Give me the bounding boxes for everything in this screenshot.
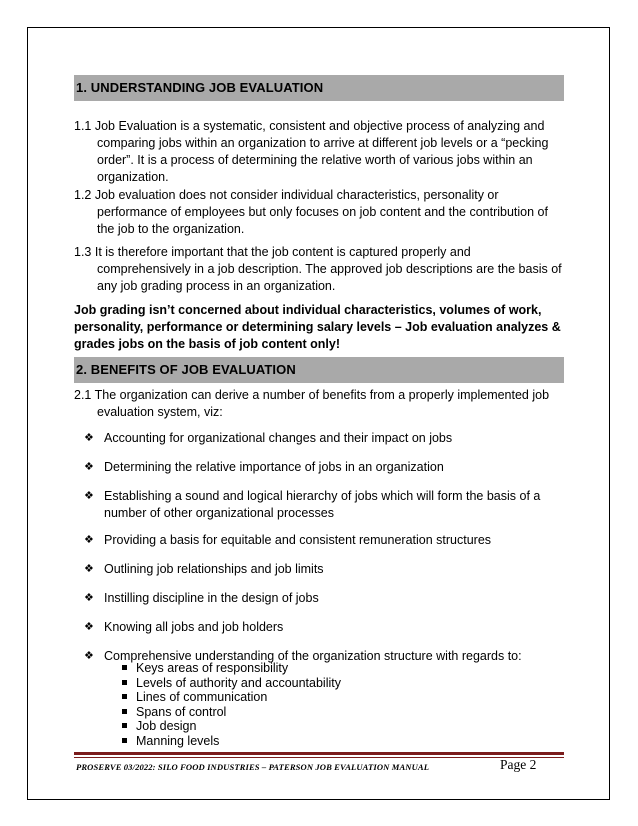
- paragraph-1-3: [74, 244, 568, 295]
- section-1-heading: 1. UNDERSTANDING JOB EVALUATION: [74, 75, 564, 101]
- benefit-text: Determining the relative importance of jobs in an organization: [104, 460, 444, 474]
- benefit-bullet: [84, 459, 554, 476]
- paragraph-1-3-first-line: 1.3 It is therefore important that the job content is captured properly and: [74, 245, 471, 259]
- paragraph-1-1-first-line: 1.1 Job Evaluation is a systematic, consistent and objective process of analyzing and: [74, 119, 545, 133]
- benefit-bullet: [84, 590, 554, 607]
- footer-document-title: PROSERVE 03/2022: SILO FOOD INDUSTRIES – PATERSON JOB EVALUATION MANUAL: [76, 762, 430, 772]
- sub-bullet-item: [122, 719, 196, 734]
- sub-bullet-text: Lines of communication: [136, 690, 268, 704]
- benefit-bullet: [84, 561, 554, 578]
- paragraph-2-1: [74, 387, 568, 421]
- benefit-text: Accounting for organizational changes and their impact on jobs: [104, 431, 453, 445]
- diamond-bullet-icon: ❖: [84, 621, 94, 633]
- sub-bullet-item: [122, 705, 226, 720]
- paragraph-1-1-continuation: comparing jobs within an organization to arrive at different job levels or a “pecking order”. It is a process of determining the relative worth of various jobs within an organization.: [97, 136, 549, 184]
- paragraph-2-1-first-line: 2.1 The organization can derive a number of benefits from a properly implemented job: [74, 388, 550, 402]
- footer-rule-thick: [74, 752, 564, 755]
- benefit-text: Providing a basis for equitable and consistent remuneration structures: [104, 533, 492, 547]
- square-bullet-icon: [122, 680, 127, 685]
- diamond-bullet-icon: ❖: [84, 650, 94, 662]
- benefit-bullet: [84, 488, 554, 522]
- paragraph-1-1: [74, 118, 568, 186]
- benefit-bullet: [84, 430, 554, 447]
- square-bullet-icon: [122, 694, 127, 699]
- paragraph-1-2-continuation: performance of employees but only focuses on job content and the contribution of the job to the organization.: [97, 205, 548, 236]
- benefit-text: Establishing a sound and logical hierarchy of jobs which will form the basis of a number of other organizational processes: [104, 489, 541, 520]
- diamond-bullet-icon: ❖: [84, 490, 94, 502]
- square-bullet-icon: [122, 738, 127, 743]
- section-2-heading: 2. BENEFITS OF JOB EVALUATION: [74, 357, 564, 383]
- diamond-bullet-icon: ❖: [84, 534, 94, 546]
- diamond-bullet-icon: ❖: [84, 592, 94, 604]
- diamond-bullet-icon: ❖: [84, 563, 94, 575]
- benefit-bullet: [84, 532, 554, 549]
- benefit-text: Comprehensive understanding of the organization structure with regards to:: [104, 649, 522, 663]
- sub-bullet-text: Manning levels: [136, 733, 220, 748]
- benefit-text: Instilling discipline in the design of jobs: [104, 591, 319, 605]
- sub-bullet-item: [122, 734, 219, 749]
- page-number: Page 2: [500, 757, 537, 772]
- sub-bullet-text: Levels of authority and accountability: [136, 675, 341, 690]
- benefit-text: Outlining job relationships and job limits: [104, 562, 324, 576]
- diamond-bullet-icon: ❖: [84, 461, 94, 473]
- sub-bullet-item: [122, 690, 267, 705]
- paragraph-1-2: [74, 187, 568, 238]
- sub-bullet-text: Keys areas of responsibility: [136, 661, 289, 675]
- job-grading-note: Job grading isn’t concerned about individual characteristics, volumes of work, personality, performance or determining salary levels – Job evaluation analyzes & grades jobs on the basis of job content only!: [74, 303, 561, 351]
- sub-bullet-text: Spans of control: [136, 704, 227, 719]
- paragraph-1-2-first-line: 1.2 Job evaluation does not consider individual characteristics, personality or: [74, 188, 499, 202]
- square-bullet-icon: [122, 665, 127, 670]
- diamond-bullet-icon: ❖: [84, 432, 94, 444]
- sub-bullet-item: [122, 676, 341, 691]
- square-bullet-icon: [122, 709, 127, 714]
- square-bullet-icon: [122, 723, 127, 728]
- sub-bullet-item: [122, 661, 288, 676]
- paragraph-1-3-continuation: comprehensively in a job description. The approved job descriptions are the basis of any job grading process in an organization.: [97, 262, 562, 293]
- paragraph-2-1-continuation: evaluation system, viz:: [97, 405, 223, 419]
- sub-bullet-text: Job design: [136, 719, 197, 733]
- benefit-bullet: [84, 619, 554, 636]
- benefit-text: Knowing all jobs and job holders: [104, 620, 284, 634]
- footer-rule-thin: [74, 757, 564, 758]
